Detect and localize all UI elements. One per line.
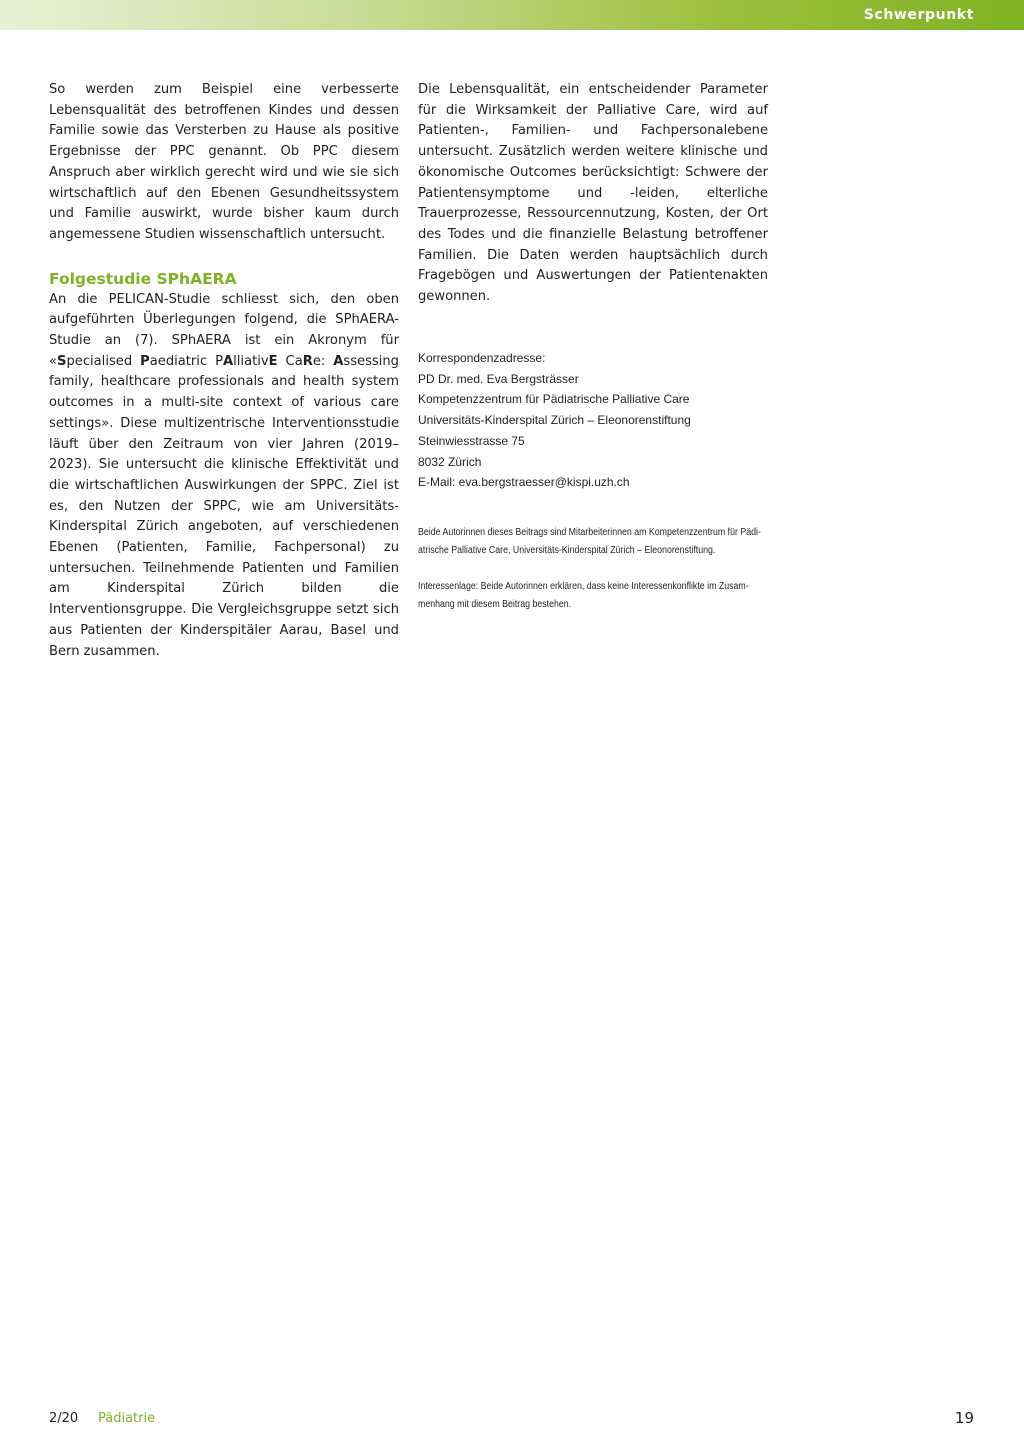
acronym-letter: R xyxy=(302,353,313,369)
note-line: menhang mit diesem Beitrag bestehen. xyxy=(418,598,572,610)
acronym-letter: P xyxy=(140,353,150,369)
text-run: aediatric P xyxy=(149,353,224,369)
contact-city: 8032 Zürich xyxy=(418,454,482,469)
contact-organization: Kompetenzzentrum für Pädiatrische Palliative Care xyxy=(418,392,690,407)
page-number: 19 xyxy=(954,1409,974,1427)
correspondence-address xyxy=(418,348,778,493)
contact-name: PD Dr. med. Eva Bergsträsser xyxy=(418,371,579,386)
conflict-note xyxy=(418,578,749,613)
section-heading: Folgestudie SPhAERA xyxy=(49,269,237,288)
acronym-letter: S xyxy=(57,353,67,369)
left-column xyxy=(49,80,399,662)
authors-note xyxy=(418,524,761,559)
text-run: pecialised xyxy=(66,353,141,369)
contact-institution: Universitäts-Kinderspital Zürich – Eleonorenstiftung xyxy=(418,413,691,428)
note-line: Interessenlage: Beide Autorinnen erklären, dass keine Interessenkonflikte im Zusam- xyxy=(418,581,749,592)
section-label: Schwerpunkt xyxy=(863,7,974,23)
text-run: e: xyxy=(312,353,334,369)
contact-street: Steinwiesstrasse 75 xyxy=(418,433,525,448)
acronym-letter: E xyxy=(268,353,278,369)
header-bar xyxy=(0,0,1024,30)
journal-name: Pädiatrie xyxy=(98,1411,156,1426)
contact-email: E-Mail: eva.bergstraesser@kispi.uzh.ch xyxy=(418,475,630,490)
correspondence-label: Korrespondenzadresse: xyxy=(418,351,546,365)
right-column xyxy=(418,80,768,308)
text-run: An die PELICAN-Studie schliesst sich, den oben aufgeführten Überlegungen folgend, die SPhAERA-Studie an (7). SPhAERA ist ein Akronym für « xyxy=(49,291,399,369)
text-run: Ca xyxy=(277,353,303,369)
sphaera-paragraph xyxy=(49,290,399,663)
issue-number: 2/20 xyxy=(49,1411,79,1426)
note-line: atrische Palliative Care, Universitäts-Kinderspital Zürich – Eleonorenstiftung. xyxy=(418,544,716,556)
quality-paragraph: Die Lebensqualität, ein entscheidender Parameter für die Wirksamkeit der Palliative Care, wird auf Patienten-, Familien- und Fachpersonalebene untersucht. Zusätzlich werden weitere klinische und ökonomische Outcomes berücksichtigt: Schwere der Patientensymptome und -leiden, elterliche Trauerprozesse, Ressourcennutzung, Kosten, der Ort des Todes und die finanzielle Belastung betroffener Familien. Die Daten werden hauptsächlich durch Fragebögen und Auswertungen der Patientenakten gewonnen. xyxy=(418,82,768,305)
text-run: ssessing family, healthcare professionals and health system outcomes in a multi-site context of various care settings». Diese multizentrische Interventionsstudie läuft über den Zeitraum von vier Jahren (2019–2023). Sie untersucht die klinische Effektivität und die wirtschaftlichen Auswirkungen der SPPC. Ziel ist es, den Nutzen der SPPC, wie am Universitäts-Kinderspital Zürich angeboten, auf verschiedenen Ebenen (Patienten, Familie, Fachpersonal) zu untersuchen. Teilnehmende Patienten und Familien am Kinderspital Zürich bilden die Interventionsgruppe. Die Vergleichsgruppe setzt sich aus Patienten der Kinderspitäler Aarau, Basel und Bern zusammen. xyxy=(49,353,399,659)
acronym-letter: A xyxy=(333,353,344,369)
text-run: lliativ xyxy=(233,353,269,369)
note-line: Beide Autorinnen dieses Beitrags sind Mitarbeiterinnen am Kompetenzzentrum für Pädi- xyxy=(418,527,761,538)
acronym-letter: A xyxy=(223,353,234,369)
intro-paragraph: So werden zum Beispiel eine verbesserte Lebensqualität des betroffenen Kindes und dessen Familie sowie das Versterben zu Hause als positive Ergebnisse der PPC genannt. Ob PPC diesem Anspruch aber wirklich gerecht wird und wie sie sich wirtschaftlich auf den Ebenen Gesundheitssystem und Familie auswirkt, wurde bisher kaum durch angemessene Studien wissenschaftlich untersucht. xyxy=(49,82,399,242)
